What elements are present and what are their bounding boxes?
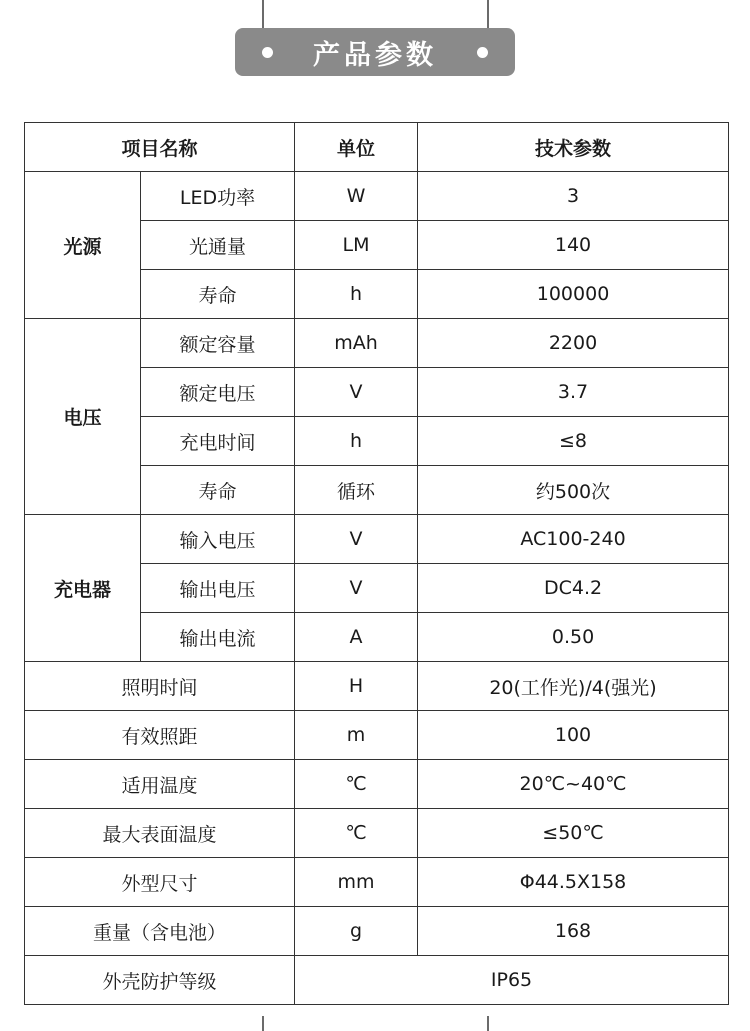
param-unit: ℃: [295, 809, 418, 858]
hanger-line-right-top: [487, 0, 489, 30]
header-unit: 单位: [295, 123, 418, 172]
table-row: [25, 956, 729, 1005]
param-label: 输入电压: [141, 515, 295, 564]
param-label: 重量（含电池）: [25, 907, 295, 956]
param-value: ≤8: [418, 417, 729, 466]
param-unit: LM: [295, 221, 418, 270]
table-row: [25, 515, 729, 564]
param-value: ≤50℃: [418, 809, 729, 858]
header-item: 项目名称: [25, 123, 295, 172]
table-row: [25, 907, 729, 956]
param-value: 0.50: [418, 613, 729, 662]
dot-left-icon: [262, 47, 273, 58]
param-unit: V: [295, 515, 418, 564]
param-unit: mm: [295, 858, 418, 907]
param-value: 20℃~40℃: [418, 760, 729, 809]
header-spec: 技术参数: [418, 123, 729, 172]
section-title: 产品参数: [313, 39, 437, 71]
param-unit: mAh: [295, 319, 418, 368]
param-value: DC4.2: [418, 564, 729, 613]
param-value: 100000: [418, 270, 729, 319]
hanger-line-left-top: [262, 0, 264, 30]
table-header-row: [25, 123, 729, 172]
param-label: 额定电压: [141, 368, 295, 417]
param-label: 光通量: [141, 221, 295, 270]
param-unit: A: [295, 613, 418, 662]
param-label: 额定容量: [141, 319, 295, 368]
param-value: 2200: [418, 319, 729, 368]
spec-table: [24, 122, 729, 1005]
param-unit: ℃: [295, 760, 418, 809]
param-label: 最大表面温度: [25, 809, 295, 858]
param-unit: V: [295, 368, 418, 417]
param-label: 寿命: [141, 466, 295, 515]
param-value: 100: [418, 711, 729, 760]
param-unit: m: [295, 711, 418, 760]
group-label: 光源: [25, 172, 141, 319]
dot-right-icon: [477, 47, 488, 58]
param-label: 充电时间: [141, 417, 295, 466]
param-unit: H: [295, 662, 418, 711]
param-unit: W: [295, 172, 418, 221]
table-row: [25, 319, 729, 368]
section-banner: [235, 28, 515, 76]
param-value: 20(工作光)/4(强光): [418, 662, 729, 711]
table-row: [25, 172, 729, 221]
group-label: 充电器: [25, 515, 141, 662]
param-label: 输出电压: [141, 564, 295, 613]
param-label: 输出电流: [141, 613, 295, 662]
param-unit: h: [295, 417, 418, 466]
table-row: [25, 858, 729, 907]
table-row: [25, 711, 729, 760]
param-label: 外型尺寸: [25, 858, 295, 907]
param-unit: g: [295, 907, 418, 956]
param-value: 168: [418, 907, 729, 956]
param-label: 适用温度: [25, 760, 295, 809]
param-label: 寿命: [141, 270, 295, 319]
param-value: 约500次: [418, 466, 729, 515]
param-label: 照明时间: [25, 662, 295, 711]
param-unit: h: [295, 270, 418, 319]
hanger-line-left-bottom: [262, 1016, 264, 1031]
table-row: [25, 760, 729, 809]
group-label: 电压: [25, 319, 141, 515]
param-label: 外壳防护等级: [25, 956, 295, 1005]
param-value: AC100-240: [418, 515, 729, 564]
table-row: [25, 809, 729, 858]
table-row: [25, 662, 729, 711]
param-unit: V: [295, 564, 418, 613]
param-label: LED功率: [141, 172, 295, 221]
param-value: 140: [418, 221, 729, 270]
param-value: 3.7: [418, 368, 729, 417]
param-value: Φ44.5X158: [418, 858, 729, 907]
hanger-line-right-bottom: [487, 1016, 489, 1031]
param-label: 有效照距: [25, 711, 295, 760]
param-value: 3: [418, 172, 729, 221]
param-value: IP65: [295, 956, 729, 1005]
param-unit: 循环: [295, 466, 418, 515]
